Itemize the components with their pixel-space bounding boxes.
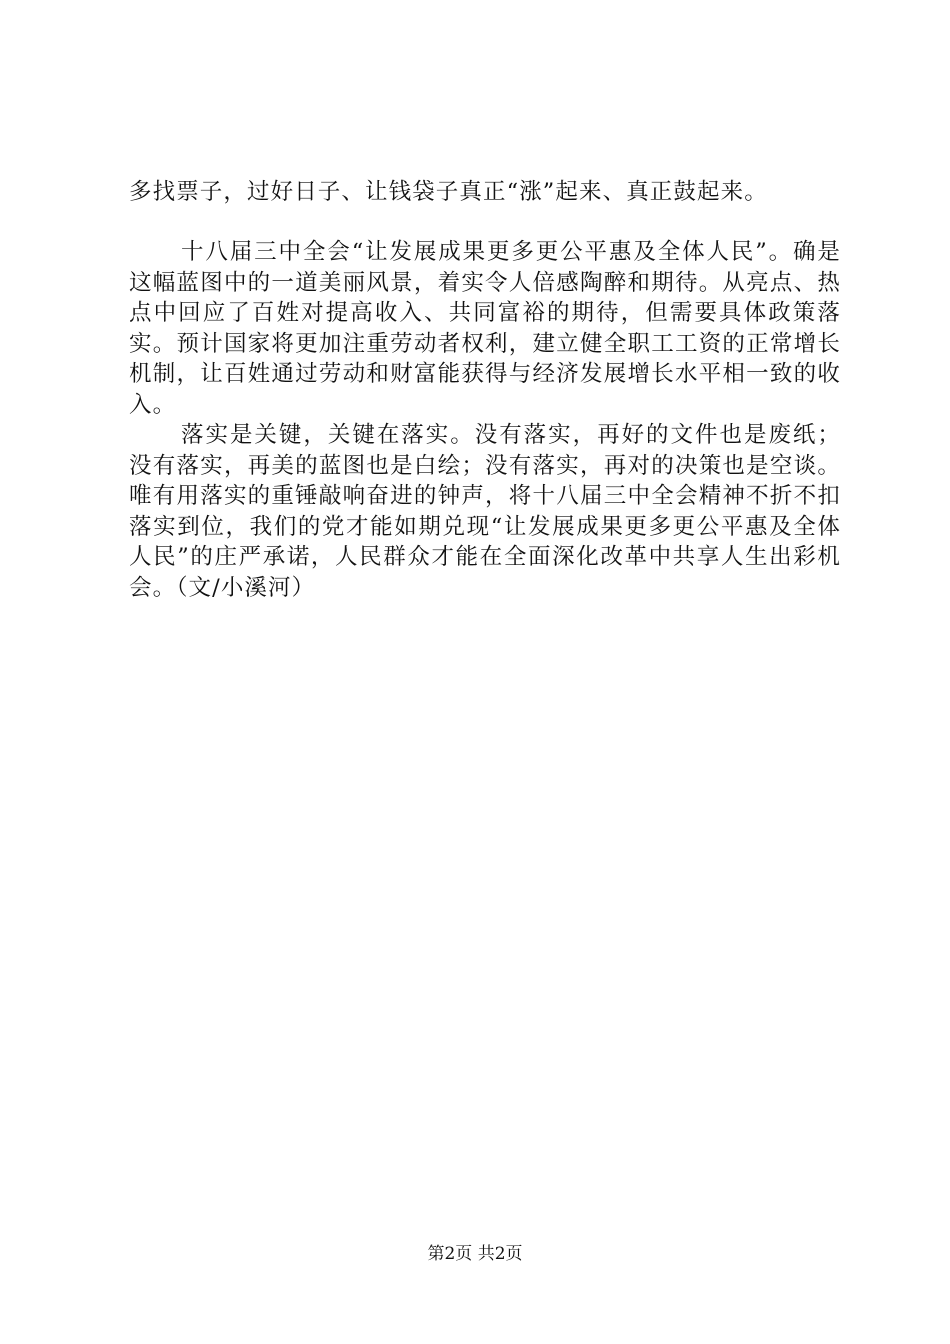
page-footer: 第2页 共2页: [427, 1244, 523, 1264]
paragraph-3: 落实是关键，关键在落实。没有落实，再好的文件也是废纸；没有落实，再美的蓝图也是白绘；没有落实，再对的决策也是空谈。唯有用落实的重锤敲响奋进的钟声，将十八届三中全会精神不折不扣落实到位，我们的党才能如期兑现“让发展成果更多更公平惠及全体人民”的庄严承诺，人民群众才能在全面深化改革中共享人生出彩机会。（文/小溪河）: [129, 422, 841, 601]
paragraph-1: 多找票子，过好日子、让钱袋子真正“涨”起来、真正鼓起来。: [129, 179, 768, 205]
paragraph-2: 十八届三中全会“让发展成果更多更公平惠及全体人民”。确是这幅蓝图中的一道美丽风景，着实令人倍感陶醉和期待。从亮点、热点中回应了百姓对提高收入、共同富裕的期待，但需要具体政策落实。预计国家将更加注重劳动者权利，建立健全职工工资的正常增长机制，让百姓通过劳动和财富能获得与经济发展增长水平相一致的收入。: [129, 239, 841, 418]
